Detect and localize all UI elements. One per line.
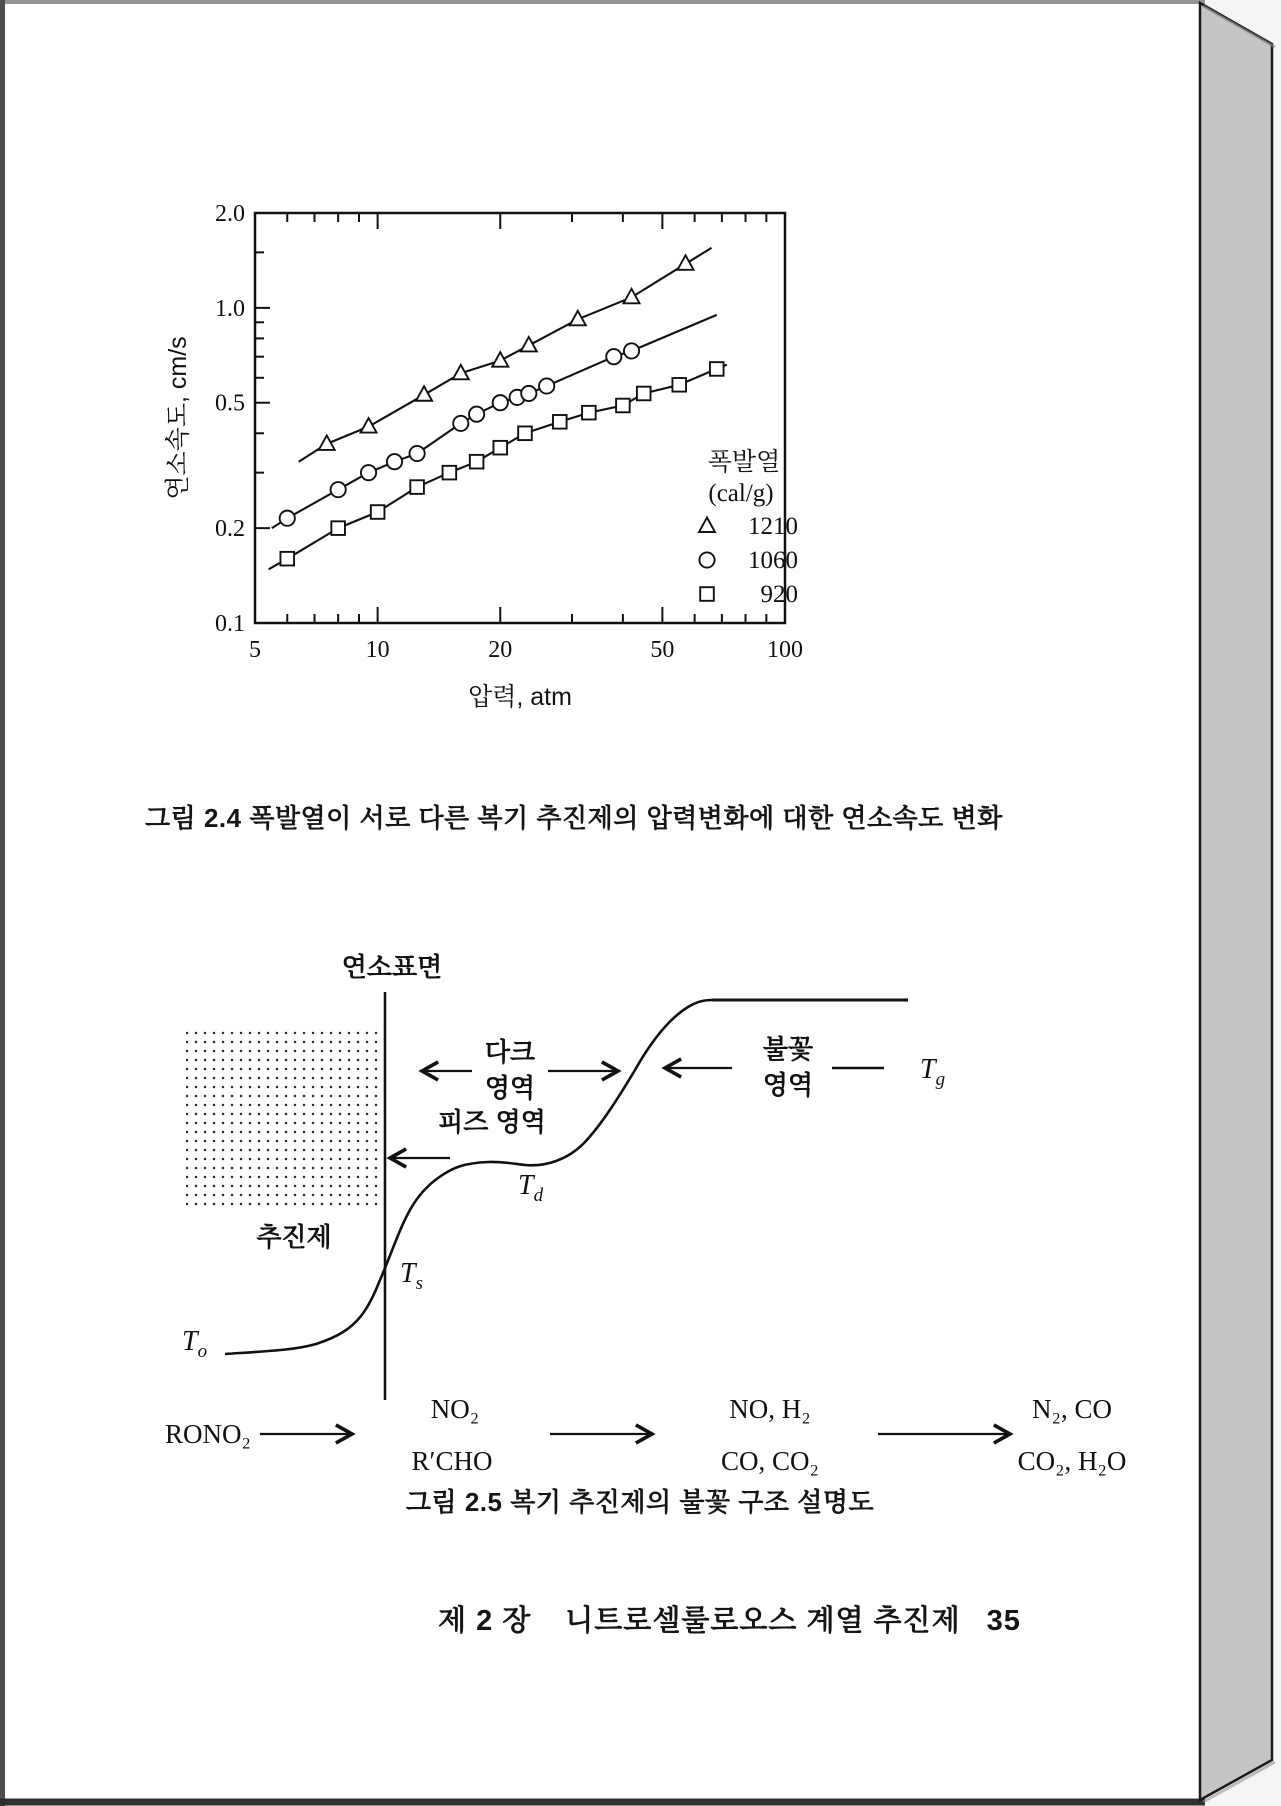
propellant-label: 추진제 bbox=[256, 1222, 332, 1252]
x-tick-label: 100 bbox=[767, 637, 803, 663]
legend-unit: (cal/g) bbox=[708, 480, 774, 507]
x-tick-label: 5 bbox=[249, 637, 261, 663]
stage3-bottom-species: CO₂, H₂O bbox=[1017, 1446, 1127, 1476]
data-point-circle bbox=[410, 446, 425, 461]
x-tick-label: 10 bbox=[365, 637, 390, 663]
stage3-top-species: N₂, CO bbox=[1032, 1394, 1112, 1424]
data-point-triangle bbox=[624, 289, 640, 304]
stage1-bottom-species: R′CHO bbox=[411, 1446, 493, 1476]
data-point-circle bbox=[606, 349, 621, 364]
data-point-square bbox=[553, 415, 567, 429]
figure-2-5-caption: 그림 2.5 복기 추진제의 불꽃 구조 설명도 bbox=[405, 1487, 875, 1517]
reactant-label: RONO₂ bbox=[165, 1419, 251, 1449]
data-point-square bbox=[493, 441, 507, 455]
data-point-square bbox=[331, 521, 345, 535]
data-point-square bbox=[672, 378, 686, 392]
data-point-square bbox=[371, 505, 385, 519]
data-point-triangle bbox=[361, 418, 377, 433]
data-point-circle bbox=[361, 465, 376, 480]
figure-2-4-caption: 그림 2.4 폭발열이 서로 다른 복기 추진제의 압력변화에 대한 연소속도 변화 bbox=[145, 803, 1003, 833]
data-point-triangle bbox=[699, 518, 715, 533]
dark-zone-label-line2: 영역 bbox=[484, 1073, 536, 1103]
flame-zone-label-line2: 영역 bbox=[762, 1070, 814, 1100]
data-point-circle bbox=[280, 511, 295, 526]
book-fore-edge bbox=[1200, 3, 1272, 1800]
legend-title: 폭발열 bbox=[707, 448, 781, 476]
data-point-circle bbox=[539, 378, 554, 393]
data-point-square bbox=[470, 455, 484, 469]
x-tick-label: 50 bbox=[650, 637, 675, 663]
data-point-circle bbox=[624, 343, 639, 358]
flame-zone-label-line1: 불꽃 bbox=[762, 1034, 814, 1064]
data-point-triangle bbox=[492, 352, 508, 367]
y-tick-label: 0.2 bbox=[215, 516, 245, 543]
data-point-circle bbox=[699, 552, 714, 567]
burning-rate-chart bbox=[150, 168, 950, 728]
surface-temperature-label: $T_s$ bbox=[400, 1258, 423, 1294]
data-point-circle bbox=[493, 395, 508, 410]
dark-zone-label-line1: 다크 bbox=[484, 1037, 536, 1067]
legend-label-1060: 1060 bbox=[748, 547, 798, 574]
data-point-square bbox=[616, 399, 630, 413]
footer-page-number: 35 bbox=[986, 1605, 1021, 1637]
burning-surface-label: 연소표면 bbox=[341, 952, 443, 982]
y-tick-label: 0.5 bbox=[215, 390, 245, 417]
y-tick-label: 0.1 bbox=[215, 611, 245, 637]
page-footer bbox=[438, 1598, 1021, 1639]
gas-temperature-label: $T_g$ bbox=[920, 1054, 946, 1090]
data-point-square bbox=[700, 587, 714, 601]
stage2-bottom-species: CO, CO₂ bbox=[721, 1446, 819, 1476]
data-point-triangle bbox=[416, 386, 432, 401]
flame-structure-diagram bbox=[120, 930, 1180, 1478]
x-tick-label: 20 bbox=[488, 637, 513, 663]
data-point-circle bbox=[453, 416, 468, 431]
data-point-square bbox=[710, 362, 724, 376]
y-tick-label: 1.0 bbox=[215, 295, 245, 322]
data-point-triangle bbox=[678, 255, 694, 270]
data-point-square bbox=[410, 480, 424, 494]
fizz-zone-label: 피즈 영역 bbox=[438, 1107, 546, 1137]
x-axis-title: 압력, atm bbox=[468, 683, 572, 711]
data-point-circle bbox=[469, 407, 484, 422]
data-point-square bbox=[518, 426, 532, 440]
legend-label-1210: 1210 bbox=[748, 513, 798, 540]
footer-chapter-title: 니트로셀룰로오스 계열 추진제 bbox=[565, 1605, 961, 1637]
data-point-triangle bbox=[521, 337, 537, 352]
y-tick-label: 2.0 bbox=[215, 201, 245, 227]
footer-chapter-label: 제 2 장 bbox=[438, 1605, 532, 1637]
y-axis-title: 연소속도, cm/s bbox=[164, 336, 192, 500]
data-point-square bbox=[637, 387, 651, 401]
initial-temperature-label: $T_o$ bbox=[182, 1326, 208, 1362]
fit-line-1210 bbox=[299, 248, 712, 462]
data-point-square bbox=[582, 406, 596, 420]
data-point-circle bbox=[521, 386, 536, 401]
propellant-dotted-region bbox=[186, 1026, 382, 1206]
data-point-square bbox=[280, 552, 294, 566]
data-point-square bbox=[443, 466, 457, 480]
stage2-top-species: NO, H₂ bbox=[729, 1394, 811, 1424]
stage1-top-species: NO₂ bbox=[430, 1394, 480, 1424]
dark-zone-temperature-label: $T_d$ bbox=[518, 1170, 544, 1206]
legend-label-920: 920 bbox=[760, 581, 798, 608]
data-point-circle bbox=[331, 482, 346, 497]
data-point-circle bbox=[387, 454, 402, 469]
